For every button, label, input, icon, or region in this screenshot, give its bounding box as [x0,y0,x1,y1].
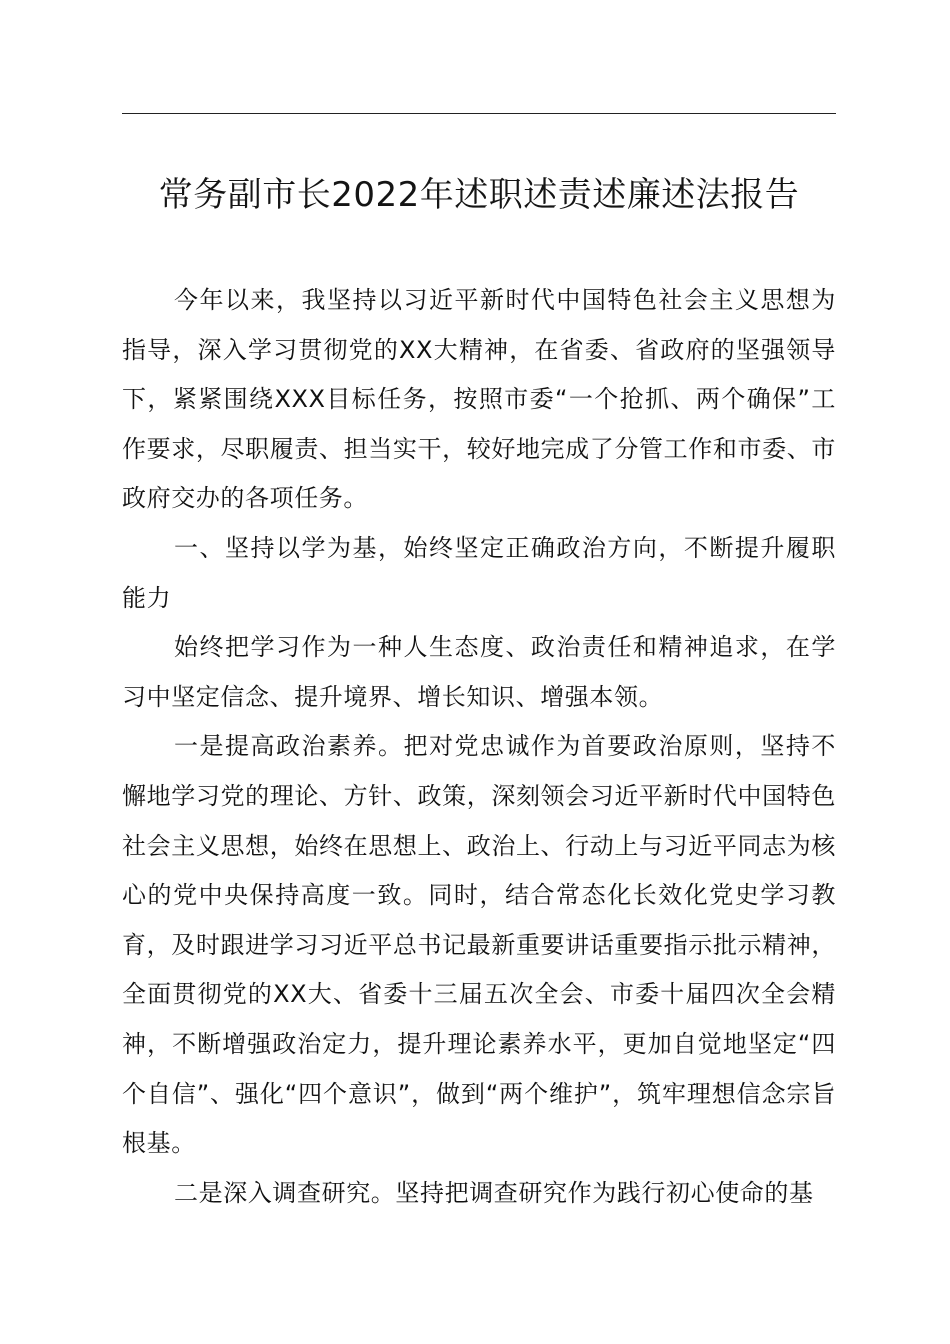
point-one-paragraph: 一是提高政治素养。把对党忠诚作为首要政治原则，坚持不懈地学习党的理论、方针、政策，深刻领会习近平新时代中国特色社会主义思想，始终在思想上、政治上、行动上与习近平同志为核心的党中央保持高度一致。同时，结合常态化长效化党史学习教育，及时跟进学习习近平总书记最新重要讲话重要指示批示精神，全面贯彻党的XX大、省委十三届五次全会、市委十届四次全会精神，不断增强政治定力，提升理论素养水平，更加自觉地坚定“四个自信”、强化“四个意识”，做到“两个维护”，筑牢理想信念宗旨根基。 [122,732,836,1158]
point-two-paragraph: 二是深入调查研究。坚持把调查研究作为践行初心使命的基 [174,1178,814,1207]
document-title: 常务副市长2022年述职述责述廉述法报告 [158,175,800,215]
intro-paragraph: 今年以来，我坚持以习近平新时代中国特色社会主义思想为指导，深入学习贯彻党的XX大精神，在省委、省政府的坚强领导下，紧紧围绕XXX目标任务，按照市委“一个抢抓、两个确保”工作要求，尽职履责、担当实干，较好地完成了分管工作和市委、市政府交办的各项任务。 [122,286,836,513]
document-body [122,276,836,1218]
section-heading: 一、坚持以学为基，始终坚定正确政治方向，不断提升履职能力 [122,533,836,612]
header-rule [122,113,836,114]
section-paragraph: 始终把学习作为一种人生态度、政治责任和精神追求，在学习中坚定信念、提升境界、增长知识、增强本领。 [122,633,836,711]
